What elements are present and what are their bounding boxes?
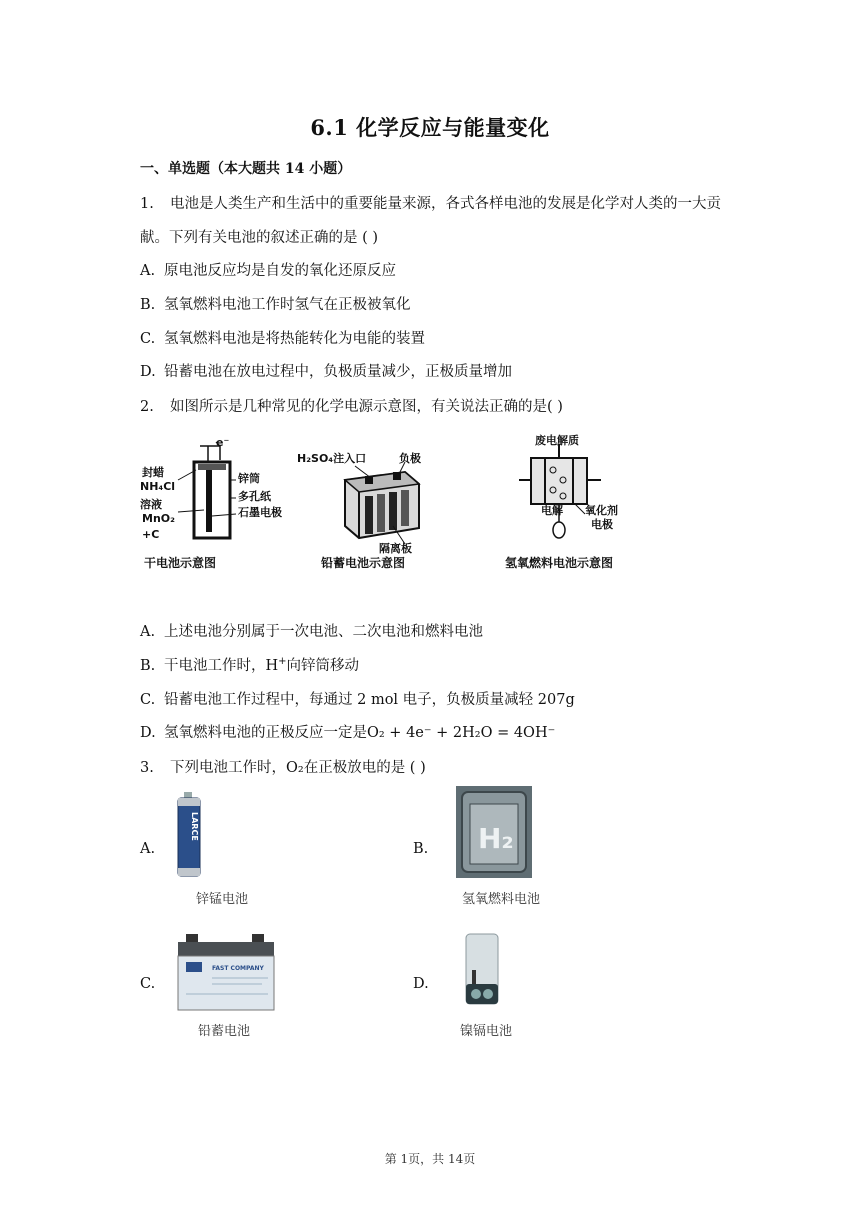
fuel-cell-diagram: 废电解质 电解 氧化剂 电极 氢氧燃料电池示意图	[505, 430, 655, 570]
q3-choice-a-label: A.	[140, 841, 156, 857]
question-1-line1: 1. 电池是人类生产和生活中的重要能量来源，各式各样电池的发展是化学对人类的一大贡	[140, 196, 721, 212]
fuel-cell-drawing	[505, 430, 655, 550]
q3-choice-d-label: D.	[413, 976, 429, 992]
q3-choice-c-caption: 铅蓄电池	[198, 1024, 251, 1039]
q2-option-c: C. 铅蓄电池工作过程中，每通过 2 mol 电子，负极质量减轻 207g	[140, 692, 575, 708]
section-heading: 一、单选题（本大题共 14 小题）	[140, 161, 352, 177]
question-1-line2: 献。下列有关电池的叙述正确的是 ( )	[140, 230, 379, 246]
q1-option-a: A. 原电池反应均是自发的氧化还原反应	[140, 263, 396, 279]
question-2-number: 2.	[140, 399, 154, 415]
dry-cell-diagram: e⁻ 封蜡 NH₄Cl 溶液 MnO₂ +C 锌筒 多孔纸 石墨电极 干电池示意图	[138, 440, 288, 570]
lead-acid-diagram: H₂SO₄注入口 负极 隔离板 铅蓄电池示意图	[295, 440, 445, 570]
zinc-manganese-battery-image	[170, 790, 210, 880]
q3-choice-b-label: B.	[413, 841, 429, 857]
nickel-cadmium-battery-image	[454, 930, 510, 1014]
svg-text:H₂: H₂	[478, 822, 514, 855]
dry-cell-caption: 干电池示意图	[144, 556, 217, 570]
q3-choice-d-caption: 镍镉电池	[460, 1024, 513, 1039]
q2-option-b: B. 干电池工作时，H+向锌筒移动	[140, 656, 360, 674]
lead-acid-battery-image	[172, 932, 280, 1014]
question-2-line: 2. 如图所示是几种常见的化学电源示意图，有关说法正确的是( )	[140, 399, 563, 415]
q3-choice-c-label: C.	[140, 976, 156, 992]
question-1-number: 1.	[140, 196, 154, 212]
hydrogen-fuel-cell-image	[456, 786, 532, 878]
q2-option-a: A. 上述电池分别属于一次电池、二次电池和燃料电池	[140, 624, 483, 640]
q1-option-d: D. 铅蓄电池在放电过程中，负极质量减少，正极质量增加	[140, 364, 512, 380]
svg-text:FAST COMPANY: FAST COMPANY	[212, 965, 264, 972]
q3-choice-b-caption: 氢氧燃料电池	[462, 892, 541, 907]
q2-option-d: D. 氢氧燃料电池的正极反应一定是O₂ + 4e⁻ + 2H₂O = 4OH⁻	[140, 725, 556, 741]
fuel-cell-caption: 氢氧燃料电池示意图	[505, 556, 614, 570]
lead-acid-caption: 铅蓄电池示意图	[321, 556, 406, 570]
page-title: 6.1 化学反应与能量变化	[310, 115, 550, 140]
q3-choice-a-caption: 锌锰电池	[196, 892, 249, 907]
question-3-line: 3. 下列电池工作时，O₂在正极放电的是 ( )	[140, 760, 426, 776]
question-3-number: 3.	[140, 760, 154, 776]
svg-text:LARCE: LARCE	[190, 812, 199, 841]
q1-option-b: B. 氢氧燃料电池工作时氢气在正极被氧化	[140, 297, 411, 313]
q1-option-c: C. 氢氧燃料电池是将热能转化为电能的装置	[140, 331, 425, 347]
page-footer: 第 1页，共 14页	[384, 1152, 476, 1166]
